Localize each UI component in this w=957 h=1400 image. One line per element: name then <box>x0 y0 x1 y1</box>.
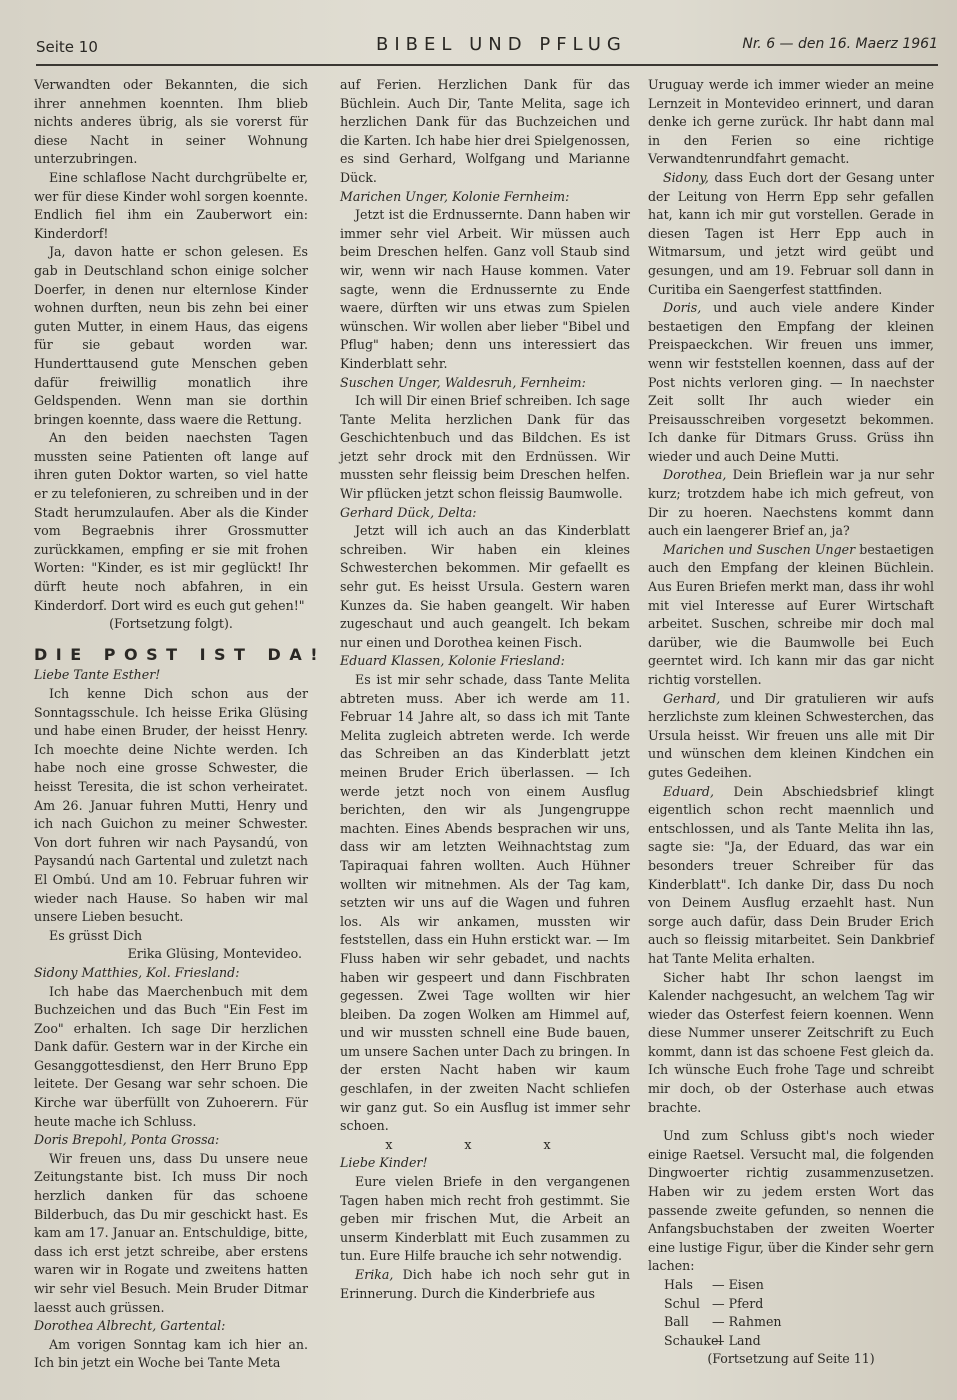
reply-paragraph <box>648 466 934 540</box>
addressee-name: Erika, <box>355 1267 394 1282</box>
reply-text: und auch viele andere Kinder bestaetigen den Empfang der kleinen Preispaeckchen. Wir freuen uns immer, wenn wir feststellen koennen, dass auf der Post nichts verloren ging. — In naechster Zeit sollt Ihr auch wieder ein Preisausschreiben vorgesetzt bekommen. Ich danke für Ditmars Gruss. Grüss ihn wieder und auch Deine Mutti. <box>648 300 934 464</box>
story-paragraph: Ja, davon hatte er schon gelesen. Es gab in Deutschland schon einige solcher Doerfer, in denen nur elternlose Kinder wohnen durften, neun bis zehn bei einer guten Mutter, in einem Haus, das eigens für sie gebaut worden war. Hunderttausend gute Menschen geben dafür freiwillig monatlich ihre Geldspenden. Wenn man sie dorthin bringen koennte, dass waere die Rettung. <box>34 244 308 427</box>
page-number: Seite 10 <box>36 38 98 56</box>
story-paragraph: Eine schlaflose Nacht durchgrübelte er, wer für diese Kinder wohl sorgen koennte. Endlich fiel ihm ein Zauberwort ein: Kinderdorf! <box>34 169 308 241</box>
addressee-name: Doris, <box>663 300 702 316</box>
letter-body: Am vorigen Sonntag kam ich hier an. Ich bin jetzt ein Woche bei Tante Meta <box>34 1336 308 1371</box>
riddle-word: Schaukel <box>664 1332 723 1348</box>
story-paragraph: Verwandten oder Bekannten, die sich ihrer annehmen koennten. Ihm blieb nichts anderes übrig, als sie vorerst für diese Nacht in seiner Wohnung unterzubringen. <box>34 77 308 167</box>
letter-body: Jetzt ist die Erdnussernte. Dann haben wir immer sehr viel Arbeit. Wir müssen auch beim Dreschen helfen. Ganz voll Staub sind wir, wenn wir nach Hause kommen. Vater sagte, wenn die Erdnussernte zu Ende waere, dürften wir uns etwas zum Spielen wünschen. Wir wollen aber lieber "Bibel und Pflug" haben; denn uns interessiert das Kinderblatt sehr. <box>340 207 630 371</box>
addressee-name: Eduard, <box>663 783 714 799</box>
reply-paragraph <box>648 299 934 466</box>
letter-body: Ich will Dir einen Brief schreiben. Ich sage Tante Melita herzlichen Dank für das Geschichtenbuch und das Bildchen. Es ist jetzt sehr drock mit den Erdnüssen. Wir mussten sehr fleissig beim Dreschen helfen. Wir pflücken jetzt schon fleissig Baumwolle. <box>340 393 630 502</box>
reply-paragraph <box>648 783 934 969</box>
letter-heading: Doris Brepohl, Ponta Grossa: <box>34 1132 220 1148</box>
column-2 <box>340 76 630 1303</box>
reply-paragraph <box>340 1266 630 1303</box>
reply-text: und Dir gratulieren wir aufs herzlichste zum kleinen Schwesterchen, das Ursula heisst. Wir freuen uns alle mit Dir und wünschen dem kleinen Kindchen ein gutes Gedeihen. <box>648 690 934 780</box>
page-header <box>36 30 938 66</box>
reply-paragraph <box>648 690 934 783</box>
addressee-name: Sidony, <box>663 169 709 185</box>
letter-body: auf Ferien. Herzlichen Dank für das Büchlein. Auch Dir, Tante Melita, sage ich herzlichen Dank für das Buchzeichen und die Karten. Ich habe hier drei Spielgenossen, es sind Gerhard, Wolfgang und Marianne Dück. <box>340 77 630 185</box>
riddle-word: Hals <box>664 1277 693 1292</box>
letter-heading: Gerhard Dück, Delta: <box>340 504 477 520</box>
reply-text: Dein Brieflein war ja nur sehr kurz; trotzdem habe ich mich gefreut, von Dir zu hoeren. Naechstens kommt dann auch ein laengerer Brief an, ja? <box>648 467 934 539</box>
reply-text: Dich habe ich noch sehr gut in Erinnerung. Durch die Kinderbriefe aus <box>340 1267 630 1301</box>
reply-paragraph: Eure vielen Briefe in den vergangenen Tagen haben mich recht froh gestimmt. Sie geben mir frischen Mut, die Arbeit an unserm Kinderblatt mit Euch zusammen zu tun. Eure Hilfe brauche ich sehr notwendig. <box>340 1174 630 1264</box>
riddle-item <box>664 1276 934 1295</box>
addressee-name: Gerhard, <box>663 690 721 706</box>
riddle-item <box>664 1332 934 1351</box>
reply-paragraph <box>648 541 934 690</box>
separator-marks: x x x <box>385 1136 585 1152</box>
addressee-name: Marichen und Suschen Unger <box>663 541 856 557</box>
masthead-title: BIBEL UND PFLUG <box>376 34 627 55</box>
continued-note: (Fortsetzung auf Seite 11) <box>707 1351 875 1367</box>
riddle-word: Schul <box>664 1295 700 1311</box>
letter-greeting: Liebe Tante Esther! <box>34 667 161 683</box>
letter-body: Wir freuen uns, dass Du unsere neue Zeitungstante bist. Ich muss Dir noch herzlich danken für das schoene Bilderbuch, das Du mir geschickt hast. Es kam am 17. Januar an. Entschuldige, bitte, dass ich erst jetzt schreibe, aber erstens waren wir in Rogate und zweitens hatten wir sehr viel Besuch. Mein Bruder Ditmar laesst auch grüssen. <box>34 1150 308 1315</box>
riddle-pair: — Eisen <box>712 1277 764 1292</box>
letter-body: Es ist mir sehr schade, dass Tante Melita abtreten muss. Aber ich werde am 11. Februar 14 Jahre alt, so dass ich mit Tante Melita zugleich abtreten werde. Ich werde das Schreiben an das Kinderblatt jetzt meinen Bruder Erich überlassen. — Ich werde jetzt noch von einem Ausflug berichten, den wir als Jungengruppe machten. Eines Abends besprachen wir uns, dass wir am letzten Weihnachtstag zum Tapiraquai fahren wollten. Auch Hühner wollten wir mitnehmen. Als der Tag kam, setzten wir uns auf die Wagen und fuhren los. Als wir ankamen, mussten wir feststellen, dass ein Huhn erstickt war. — Im Fluss haben wir sehr gebadet, und nachts haben wir gespeert und dann Fischbraten gegessen. Zwei Tage wollten wir hier bleiben. Da zogen Wolken am Himmel auf, und wir mussten schnell eine Bude bauen, um unsere Sachen unter Dach zu bringen. In der ersten Nacht haben wir kaum geschlafen, in der zweiten Nacht schliefen wir ganz gut. So ein Ausflug ist immer sehr schoen. <box>340 672 630 1134</box>
riddle-pair: — Land <box>712 1332 761 1348</box>
letter-heading: Marichen Unger, Kolonie Fernheim: <box>340 188 570 204</box>
riddle-word: Ball <box>664 1314 689 1330</box>
letter-heading: Eduard Klassen, Kolonie Friesland: <box>340 653 565 669</box>
story-paragraph: An den beiden naechsten Tagen mussten seine Patienten oft lange auf ihren guten Doktor warten, so viel hatte er zu telefonieren, zu schreiben und in der Stadt herumzulaufen. Aber als die Kinder vom Begraebnis ihrer Grossmutter zurückkamen, empfing er sie mit frohen Worten: "Kinder, es ist mir geglückt! Ihr dürft heute noch abfahren, in ein Kinderdorf. Dort wird es euch gut gehen!" <box>34 430 308 613</box>
letter-signature: Erika Glüsing, Montevideo. <box>127 946 302 962</box>
section-heading: DIE POST IST DA! <box>34 644 326 664</box>
letter-heading: Dorothea Albrecht, Gartental: <box>34 1318 226 1334</box>
reply-paragraph: Sicher habt Ihr schon laengst im Kalender nachgesucht, an welchem Tag wir wieder das Osterfest feiern koennen. Wenn diese Nummer unserer Zeitschrift zu Euch kommt, dann ist das schoene Fest gleich da. Ich wünsche Euch frohe Tage und schreibt mir doch, ob der Osterhase auch etwas brachte. <box>648 969 934 1115</box>
riddle-pair: — Pferd <box>712 1295 764 1311</box>
letter-heading: Sidony Matthies, Kol. Friesland: <box>34 964 240 980</box>
riddle-intro: Und zum Schluss gibt's noch wieder einige Raetsel. Versucht mal, die folgenden Dingwoerter richtig zusammenzusetzen. Haben wir zu jedem ersten Wort das passende zweite gefunden, so nennen die Anfangsbuchstaben der zweiten Woerter eine lustige Figur, über die Kinder sehr gern lachen: <box>648 1128 934 1274</box>
letter-heading: Suschen Unger, Waldesruh, Fernheim: <box>340 374 586 390</box>
letter-body: Ich habe das Maerchenbuch mit dem Buchzeichen und das Buch "Ein Fest im Zoo" erhalten. Ich sage Dir herzlichen Dank dafür. Gestern war in der Kirche ein Gesanggottesdienst, den Herr Bruno Epp leitete. Der Gesang war sehr schoen. Die Kirche war überfüllt von Zuhoerern. Für heute mache ich Schluss. <box>34 983 308 1129</box>
reply-text: dass Euch dort der Gesang unter der Leitung von Herrn Epp sehr gefallen hat, kann ich mir gut vorstellen. Gerade in diesen Tagen ist Herr Epp auch in Witmarsum, und jetzt wird geübt und gesungen, und am 19. Februar soll dann in Curitiba ein Saengerfest stattfinden. <box>648 169 934 297</box>
reply-text: Dein Abschiedsbrief klingt eigentlich schon recht maennlich und entschlossen, und als Tante Melita ihn las, sagte sie: "Ja, der Eduard, das war ein besonders treuer Schreiber für das Kinderblatt". Ich danke Dir, dass Du noch von Deinem Ausflug erzaehlt hast. Nun sorge auch dafür, dass Dein Bruder Erich auch so fleissig mitarbeitet. Sein Dankbrief hat Tante Melita erhalten. <box>648 783 934 966</box>
reply-text: bestaetigen auch den Empfang der kleinen Büchlein. Aus Euren Briefen merkt man, dass ihr wohl mit viel Interesse auf Eurer Wirtschaft arbeitet. Suschen, schreibe mir doch mal darüber, wie die Baumwolle bei Euch geerntet wird. Ich kann mir das gar nicht richtig vorstellen. <box>648 541 934 687</box>
issue-date: Nr. 6 — den 16. Maerz 1961 <box>742 36 938 52</box>
riddle-item <box>664 1313 934 1332</box>
reply-greeting: Liebe Kinder! <box>340 1155 428 1171</box>
column-3 <box>648 76 934 1369</box>
reply-paragraph <box>648 169 934 299</box>
letter-closing: Es grüsst Dich <box>49 927 143 943</box>
reply-paragraph: Uruguay werde ich immer wieder an meine Lernzeit in Montevideo erinnert, und daran denke ich gerne zurück. Ihr habt dann mal in den Ferien so eine richtige Verwandtenrundfahrt gemacht. <box>648 77 934 167</box>
column-1 <box>34 76 326 1373</box>
riddle-item <box>664 1295 934 1314</box>
riddle-list <box>664 1276 934 1350</box>
letter-body: Ich kenne Dich schon aus der Sonntagsschule. Ich heisse Erika Glüsing und habe einen Bruder, der heisst Henry. Ich moechte deine Nichte werden. Ich habe noch eine grosse Schwester, die heisst Teresita, die ist schon verheiratet. Am 26. Januar fuhren Mutti, Henry und ich nach Guichon zu meiner Schwester. Von dort fuhren wir nach Paysandú, von Paysandú nach Gartental und zuletzt nach El Ombú. Und am 10. Februar fuhren wir wieder nach Hause. So haben wir mal unsere Lieben besucht. <box>34 686 308 925</box>
addressee-name: Dorothea, <box>663 467 727 483</box>
continued-note: (Fortsetzung folgt). <box>109 616 233 632</box>
letter-body: Jetzt will ich auch an das Kinderblatt schreiben. Wir haben ein kleines Schwesterchen bekommen. Mir gefaellt es sehr gut. Es heisst Ursula. Gestern waren Kunzes da. Sie haben geangelt. Wir haben zugeschaut und auch geangelt. Ich bekam nur einen und Dorothea keinen Fisch. <box>340 523 630 650</box>
riddle-pair: — Rahmen <box>712 1314 782 1330</box>
